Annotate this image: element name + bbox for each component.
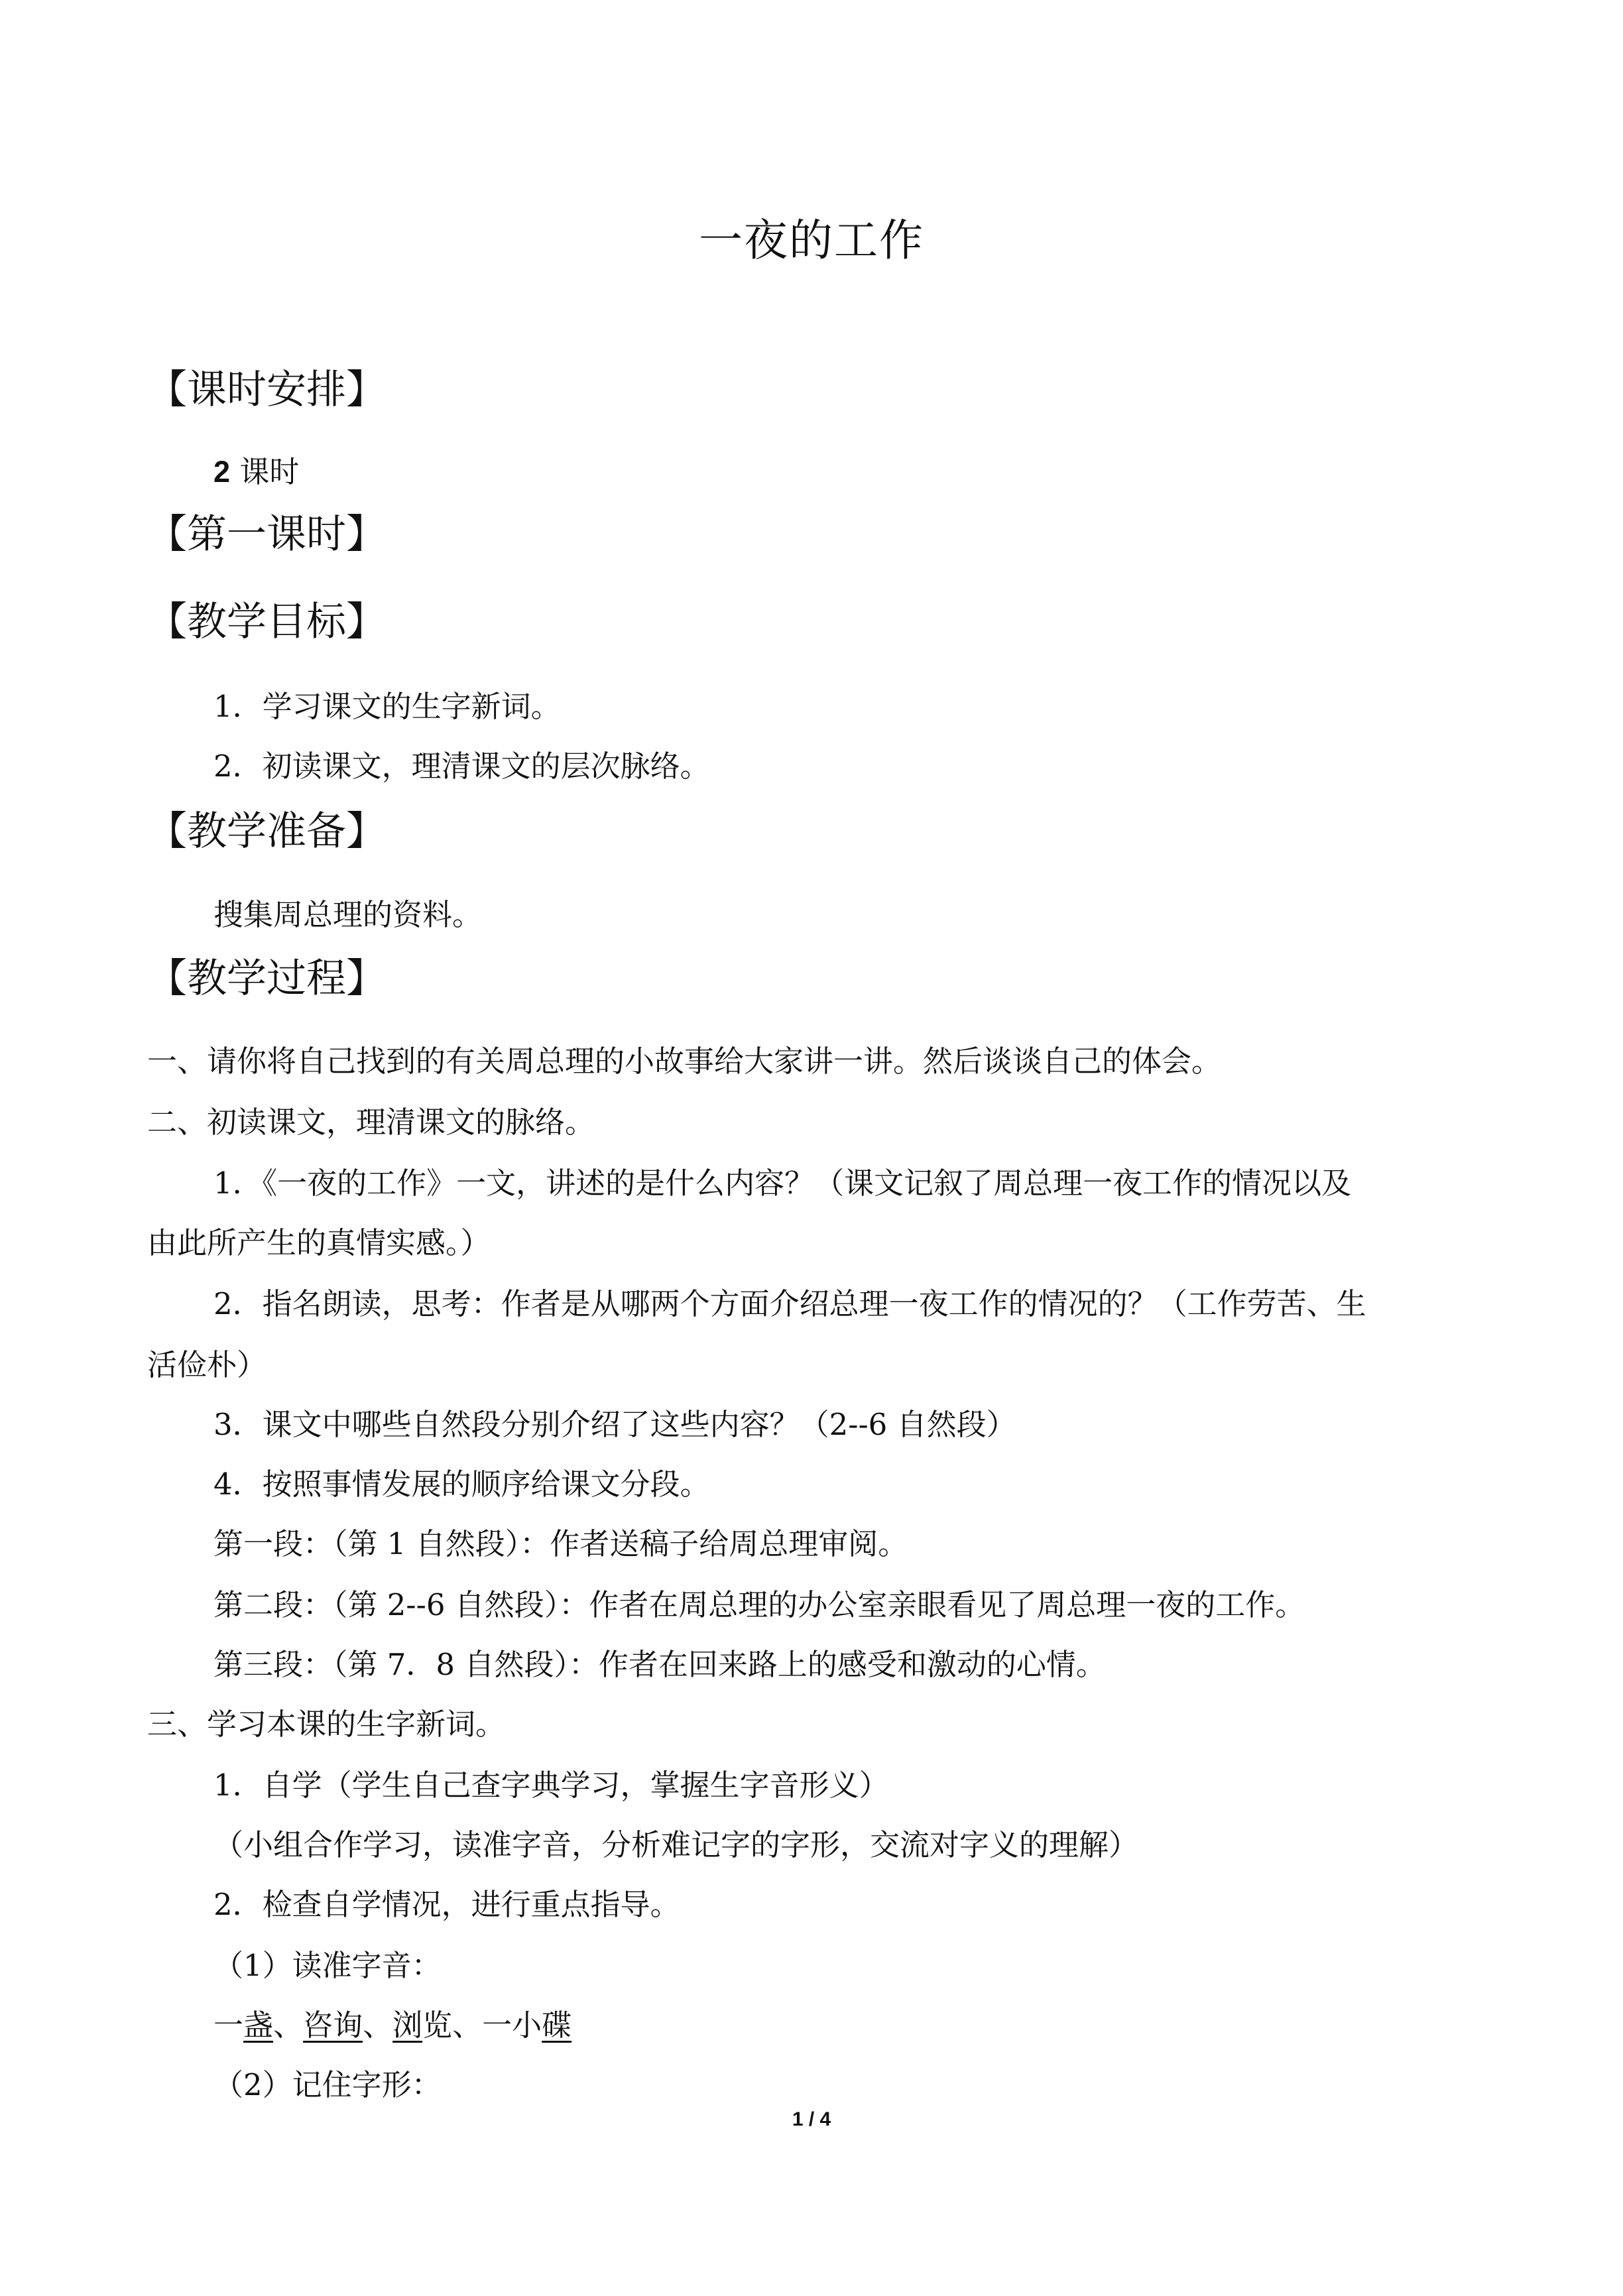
process-item-2-line2: 活俭朴） xyxy=(147,1347,267,1382)
underlined-char: 浏 xyxy=(392,2008,423,2043)
word-suffix: 览 xyxy=(422,2008,453,2043)
study-item-2: 2．检查自学情况，进行重点指导。 xyxy=(213,1887,680,1922)
schedule-number: 2 xyxy=(213,455,231,489)
schedule-text xyxy=(213,452,299,493)
process-step-1: 一、请你将自己找到的有关周总理的小故事给大家讲一讲。然后谈谈自己的体会。 xyxy=(147,1044,1222,1079)
separator: 、 xyxy=(452,2008,483,2043)
segment-2: 第二段：（第 2--6 自然段）：作者在周总理的办公室亲眼看见了周总理一夜的工作。 xyxy=(213,1587,1305,1622)
heading-schedule: 【课时安排】 xyxy=(147,367,386,413)
process-step-2: 二、初读课文，理清课文的脉络。 xyxy=(147,1105,595,1140)
word-prefix: 一 xyxy=(213,2008,244,2043)
segment-1: 第一段：（第 1 自然段）：作者送稿子给周总理审阅。 xyxy=(213,1526,908,1561)
glyph-form-label: （2）记住字形： xyxy=(213,2067,442,2102)
pronunciation-label: （1）读准字音： xyxy=(213,1948,442,1983)
preparation-text: 搜集周总理的资料。 xyxy=(213,897,483,932)
underlined-char: 盏 xyxy=(243,2008,274,2043)
segment-3: 第三段：（第 7．8 自然段）：作者在回来路上的感受和激动的心情。 xyxy=(213,1647,1106,1682)
schedule-unit: 课时 xyxy=(239,454,300,489)
process-step-3: 三、学习本课的生字新词。 xyxy=(147,1707,506,1742)
heading-goals: 【教学目标】 xyxy=(147,599,386,645)
separator: 、 xyxy=(363,2008,393,2043)
study-item-1: 1．自学（学生自己查字典学习，掌握生字音形义） xyxy=(213,1768,889,1803)
heading-preparation: 【教学准备】 xyxy=(147,808,386,855)
heading-lesson-one: 【第一课时】 xyxy=(147,511,386,558)
study-item-1-note: （小组合作学习，读准字音，分析难记字的字形，交流对字义的理解） xyxy=(213,1827,1139,1862)
word-prefix: 一小 xyxy=(482,2008,542,2043)
process-item-1-line2: 由此所产生的真情实感。） xyxy=(147,1225,491,1260)
goal-item-1: 1．学习课文的生字新词。 xyxy=(213,689,561,724)
goal-item-2: 2．初读课文，理清课文的层次脉络。 xyxy=(213,749,710,784)
page-number: 1 / 4 xyxy=(792,2108,831,2130)
separator: 、 xyxy=(273,2008,304,2043)
process-item-2-line1: 2．指名朗读，思考：作者是从哪两个方面介绍总理一夜工作的情况的？（工作劳苦、生 xyxy=(213,1286,1366,1321)
underlined-char: 碟 xyxy=(542,2008,572,2043)
process-item-1-line1: 1．《一夜的工作》一文，讲述的是什么内容？（课文记叙了周总理一夜工作的情况以及 xyxy=(213,1166,1352,1201)
heading-process: 【教学过程】 xyxy=(147,955,386,1002)
document-title: 一夜的工作 xyxy=(699,215,924,266)
pronunciation-words xyxy=(213,2005,571,2046)
process-item-4: 4．按照事情发展的顺序给课文分段。 xyxy=(213,1467,710,1502)
process-item-3: 3．课文中哪些自然段分别介绍了这些内容？（2--6 自然段） xyxy=(213,1407,1016,1442)
underlined-word: 咨询 xyxy=(303,2008,363,2043)
